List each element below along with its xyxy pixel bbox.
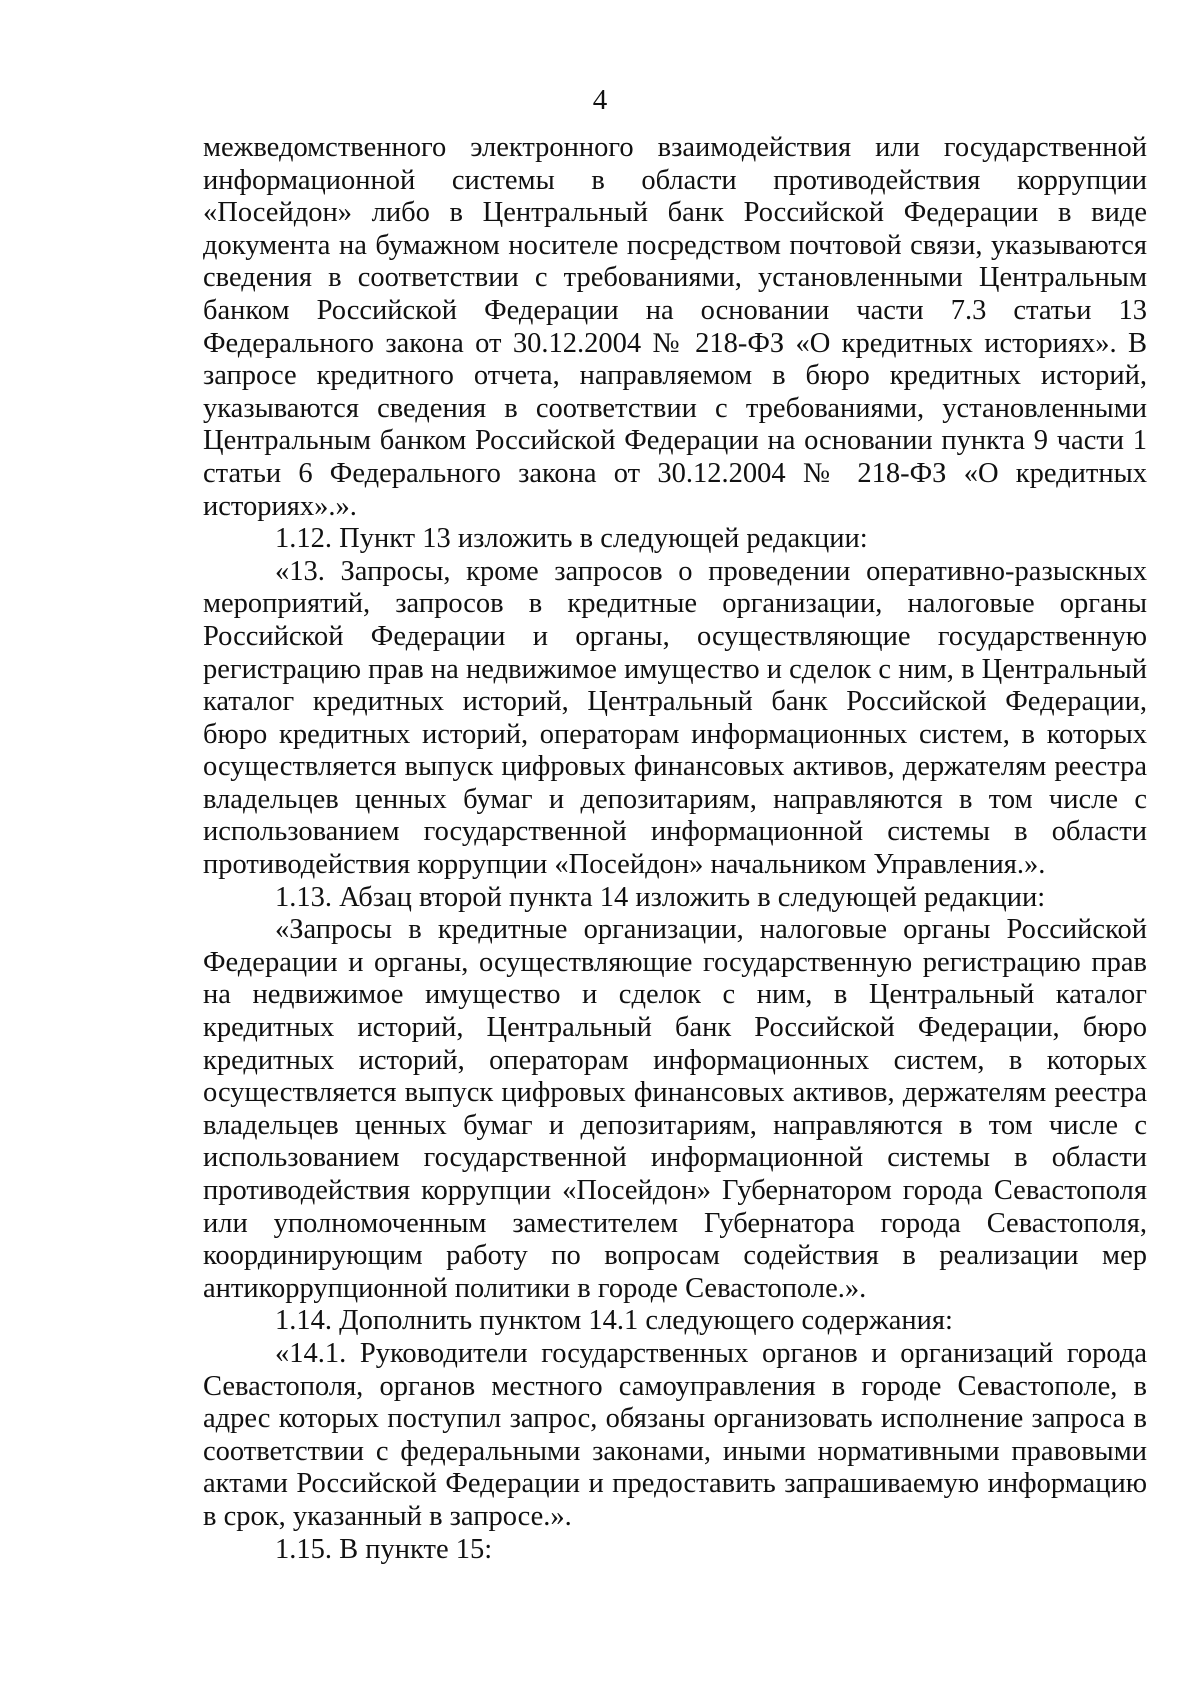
paragraph-item-1-14: 1.14. Дополнить пунктом 14.1 следующего содержания: bbox=[275, 1305, 953, 1337]
paragraph-item-14-1-text: «14.1. Руководители государственных органов и организаций города Севастополя, органов местного самоуправления в городе Севастополе, в адрес которых поступил запрос, обязаны организовать исполнение запроса в соответствии с федеральными законами, иными нормативными правовыми актами Российской Федерации и предоставить запрашиваемую информацию в срок, указанный в запросе.». bbox=[203, 1337, 1147, 1532]
paragraph-item-1-13: 1.13. Абзац второй пункта 14 изложить в следующей редакции: bbox=[275, 881, 1046, 913]
paragraph-item-1-15: 1.15. В пункте 15: bbox=[275, 1533, 493, 1565]
paragraph-item-1-12: 1.12. Пункт 13 изложить в следующей редакции: bbox=[275, 523, 868, 555]
page-number: 4 bbox=[592, 84, 608, 116]
paragraph-item-13-text: «13. Запросы, кроме запросов о проведении оперативно-разыскных мероприятий, запросов в кредитные организации, налоговые органы Российской Федерации и органы, осуществляющие государственную регистрацию прав на недвижимое имущество и сделок с ним, в Центральный каталог кредитных историй, Центральный банк Российской Федерации, бюро кредитных историй, операторам информационных систем, в которых осуществляется выпуск цифровых финансовых активов, держателям реестра владельцев ценных бумаг и депозитариям, направляются в том числе с использованием государственной информационной системы в области противодействия коррупции «Посейдон» начальником Управления.». bbox=[203, 555, 1147, 881]
document-body bbox=[203, 132, 1147, 1566]
paragraph-item-14-text: «Запросы в кредитные организации, налоговые органы Российской Федерации и органы, осуществляющие государственную регистрацию прав на недвижимое имущество и сделок с ним, в Центральный каталог кредитных историй, Центральный банк Российской Федерации, бюро кредитных историй, операторам информационных систем, в которых осуществляется выпуск цифровых финансовых активов, держателям реестра владельцев ценных бумаг и депозитариям, направляются в том числе с использованием государственной информационной системы в области противодействия коррупции «Посейдон» Губернатором города Севастополя или уполномоченным заместителем Губернатора города Севастополя, координирующим работу по вопросам содействия в реализации мер антикоррупционной политики в городе Севастополе.». bbox=[203, 914, 1147, 1304]
paragraph-continuation: межведомственного электронного взаимодействия или государственной информационной системы в области противодействия коррупции «Посейдон» либо в Центральный банк Российской Федерации в виде документа на бумажном носителе посредством почтовой связи, указываются сведения в соответствии с требованиями, установленными Центральным банком Российской Федерации на основании части 7.3 статьи 13 Федерального закона от 30.12.2004 № 218-ФЗ «О кредитных историях». В запросе кредитного отчета, направляемом в бюро кредитных историй, указываются сведения в соответствии с требованиями, установленными Центральным банком Российской Федерации на основании пункта 9 части 1 статьи 6 Федерального закона от 30.12.2004 № 218-ФЗ «О кредитных историях».». bbox=[203, 132, 1147, 522]
